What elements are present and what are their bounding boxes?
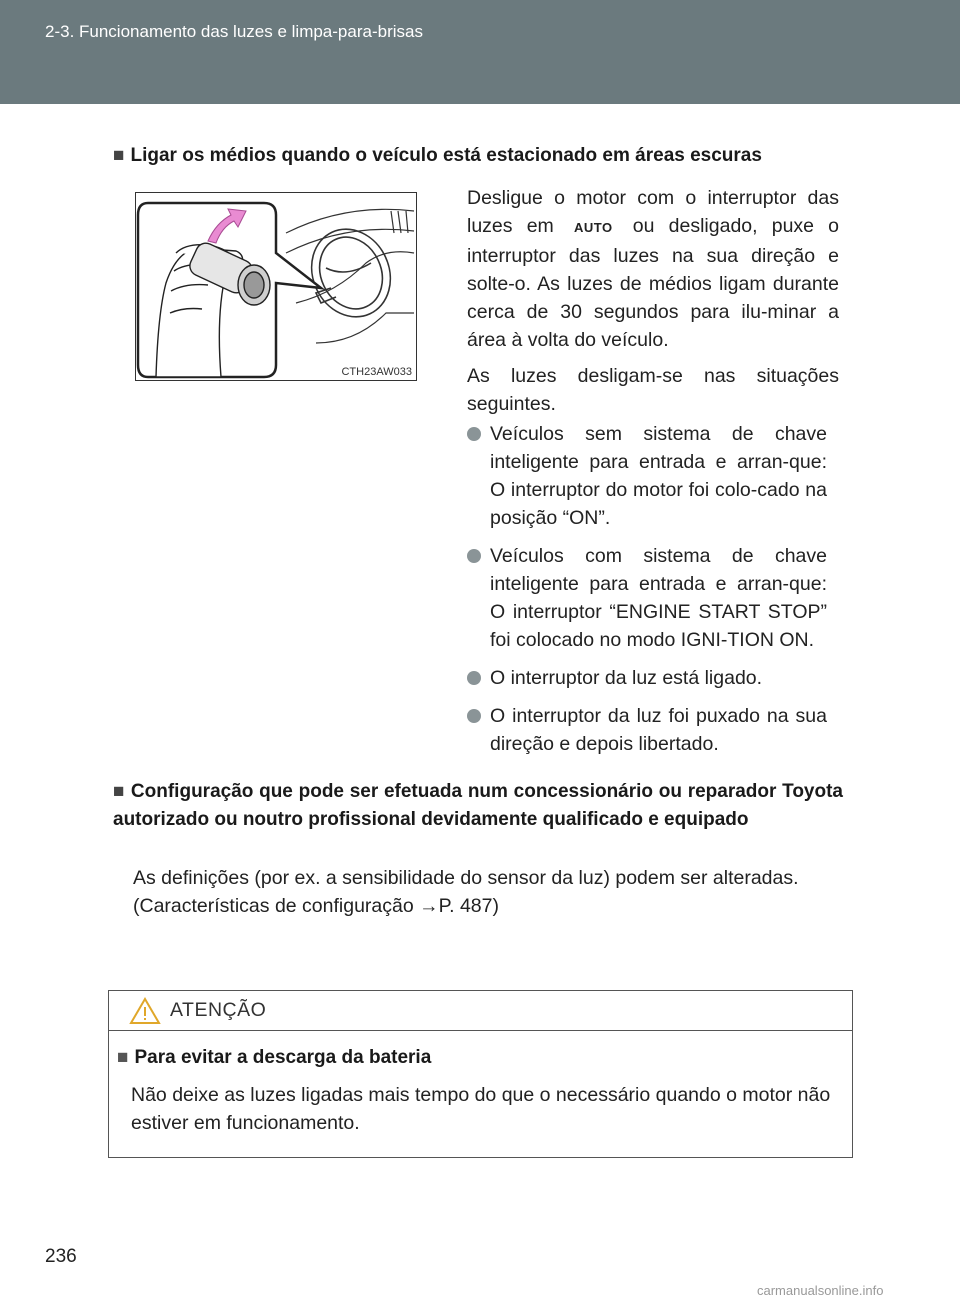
section1-title [113, 142, 853, 170]
bullet-dot-icon [467, 671, 481, 685]
list-item [467, 420, 827, 532]
section2-title [113, 778, 843, 834]
section2-title-text: Configuração que pode ser efetuada num concessionário ou reparador Toyota autorizado ou noutro profissional devidamente qualificado e equipado [113, 781, 843, 830]
light-switch-illustration [135, 192, 417, 381]
page-header [0, 0, 960, 104]
square-marker-icon: ■ [117, 1047, 129, 1068]
square-marker-icon: ■ [113, 781, 125, 802]
paragraph-1-start: Desligue o motor com o interruptor das luzes em [467, 187, 839, 237]
steering-column-hand-icon [136, 193, 416, 380]
list-item-text: Veículos com sistema de chave inteligente para entrada e arran-que: O interruptor “ENGINE START STOP” foi colocado no modo IGNI-TION ON. [490, 545, 827, 651]
list-item [467, 664, 827, 692]
square-marker-icon: ■ [113, 145, 125, 166]
list-item [467, 542, 827, 654]
section-header-title: 2-3. Funcionamento das luzes e limpa-para-brisas [45, 22, 423, 41]
bullet-dot-icon [467, 427, 481, 441]
page-number: 236 [45, 1246, 77, 1267]
section2-body [133, 864, 843, 920]
warning-box [108, 990, 853, 1158]
warning-subtitle [117, 1047, 431, 1069]
section1-title-text: Ligar os médios quando o veículo está estacionado em áreas escuras [130, 145, 762, 166]
section2-reference: (Características de configuração →P. 487) [133, 895, 499, 917]
auto-symbol: AUTO [573, 220, 613, 235]
list-item-text: O interruptor da luz está ligado. [490, 667, 763, 689]
paragraph-1 [467, 184, 839, 354]
list-item [467, 702, 827, 758]
warning-text: Não deixe as luzes ligadas mais tempo do que o necessário quando o motor não estiver em funcionamento. [131, 1084, 831, 1134]
list-item-text: O interruptor da luz foi puxado na sua direção e depois libertado. [490, 705, 827, 755]
bullet-dot-icon [467, 549, 481, 563]
section2-body-text: As definições (por ex. a sensibilidade do sensor da luz) podem ser alteradas. [133, 867, 799, 889]
warning-triangle-icon [129, 997, 161, 1025]
section1-description [467, 184, 839, 426]
conditions-list [467, 420, 827, 768]
warning-header [109, 991, 852, 1031]
warning-subtitle-text: Para evitar a descarga da bateria [134, 1047, 432, 1068]
watermark: carmanualsonline.info [757, 1283, 884, 1298]
paragraph-1-end: ou desligado, puxe o interruptor das luzes na sua direção e solte-o. As luzes de médios ligam durante cerca de 30 segundos para ilu-minar a área à volta do veículo. [467, 215, 840, 351]
warning-title: ATENÇÃO [170, 999, 267, 1021]
list-item-text: Veículos sem sistema de chave inteligente para entrada e arran-que: O interruptor do motor foi colo-cado na posição “ON”. [490, 423, 827, 529]
figure-code: CTH23AW033 [341, 366, 412, 378]
paragraph-2: As luzes desligam-se nas situações seguintes. [467, 365, 839, 415]
bullet-dot-icon [467, 709, 481, 723]
